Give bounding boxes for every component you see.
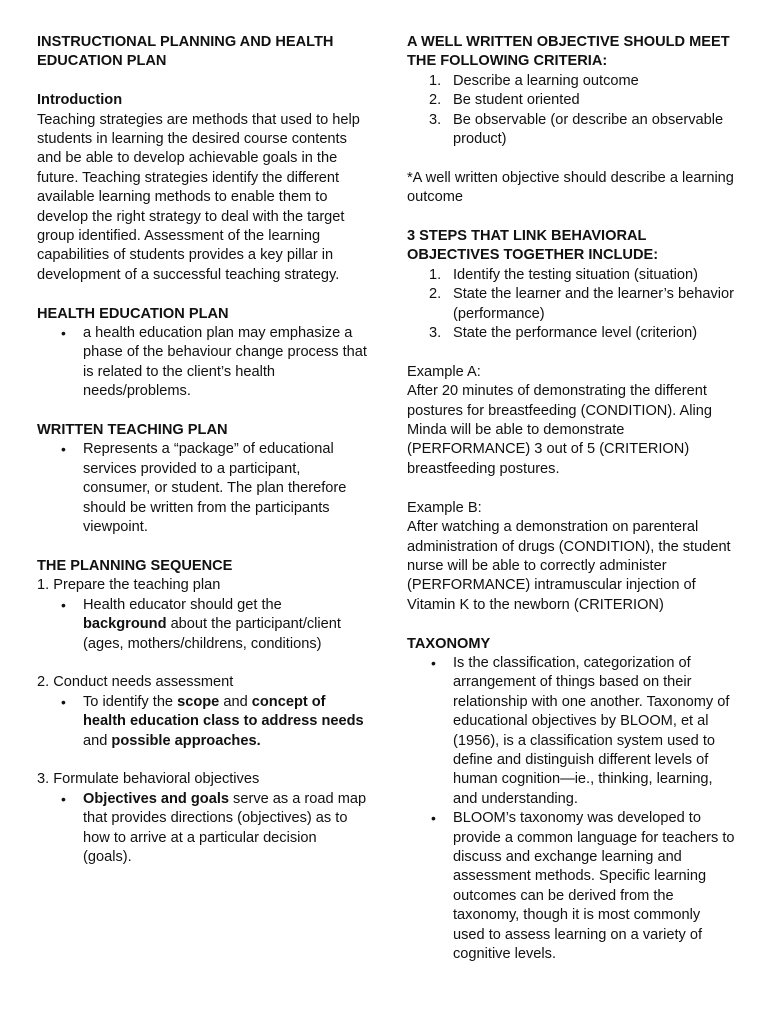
step-3-label: 3. Formulate behavioral objectives [37, 771, 260, 788]
example-b-label: Example B: [407, 499, 482, 516]
list-text: Describe a learning outcome [453, 72, 639, 89]
list-text: State the performance level (criterion) [453, 325, 698, 342]
list-item [429, 266, 735, 285]
taxonomy-list [407, 654, 735, 965]
behavioral-steps-heading: 3 STEPS THAT LINK BEHAVIORAL OBJECTIVES TOGETHER INCLUDE: [407, 228, 659, 264]
text-run: serve as a road map that provides directions (objectives) as to how to arrive at a particular decision (goals). [83, 790, 367, 865]
list-text: Identify the testing situation (situation) [453, 266, 698, 283]
list-item: • a health education plan may emphasize a phase of the behaviour change process that is related to the client’s health needs/problems. [83, 324, 367, 402]
criteria-heading: A WELL WRITTEN OBJECTIVE SHOULD MEET THE FOLLOWING CRITERIA: [407, 34, 730, 70]
step-1-list [37, 596, 367, 654]
list-item [83, 596, 367, 654]
text-run-bold: Objectives and goals [83, 790, 229, 807]
list-text: Be observable (or describe an observable product) [453, 111, 724, 148]
step-2-list [37, 693, 367, 751]
criteria-list [407, 72, 735, 150]
behavioral-steps-list [407, 266, 735, 344]
step-2-label: 2. Conduct needs assessment [37, 674, 234, 691]
example-a-label: Example A: [407, 363, 481, 380]
list-text: Be student oriented [453, 92, 580, 109]
text-run: and [83, 732, 112, 749]
text-run-bold: concept of health education class to address needs [83, 693, 364, 730]
list-item: • Represents a “package” of educational services provided to a participant, consumer, or student. The plan therefore should be written from the participants viewpoint. [83, 440, 367, 537]
list-item [429, 324, 735, 343]
introduction-heading: Introduction [37, 92, 123, 109]
list-number: 3. [429, 325, 442, 342]
list-number: 2. [429, 286, 442, 303]
planning-sequence-heading: THE PLANNING SEQUENCE [37, 557, 233, 574]
list-item [83, 693, 367, 751]
step-3-list [37, 790, 367, 868]
written-teaching-plan-heading: WRITTEN TEACHING PLAN [37, 422, 228, 439]
right-column [407, 33, 735, 964]
health-education-plan-list [37, 324, 367, 402]
step-1-label: 1. Prepare the teaching plan [37, 577, 221, 594]
text-run: about the participant/client (ages, mothers/childrens, conditions) [83, 616, 341, 652]
list-item [429, 91, 735, 110]
introduction-text: Teaching strategies are methods that used to help students in learning the desired course contents and be able to develop achievable goals in the future. Teaching strategies identify the different available learning methods to enable them to develop the right strategy to deal with the target group identified. Assessment of the learning capabilities of students provides a key pillar in development of a successful teaching strategy. [37, 111, 360, 283]
list-item [429, 111, 735, 150]
list-number: 1. [429, 266, 442, 283]
list-number: 3. [429, 111, 442, 128]
written-teaching-plan-list [37, 440, 367, 537]
list-item: • BLOOM’s taxonomy was developed to provide a common language for teachers to discuss and exchange learning and assessment methods. Specific learning outcomes can be derived from the taxonomy, though it is most commonly used to assess learning on a variety of cognitive levels. [453, 809, 735, 964]
text-run-bold: background [83, 616, 167, 633]
health-education-plan-heading: HEALTH EDUCATION PLAN [37, 305, 229, 322]
text-run-bold: possible approaches. [111, 732, 261, 749]
text-run-bold: scope [177, 693, 220, 710]
list-item [83, 790, 367, 868]
text-run: Health educator should get the [83, 596, 282, 613]
list-number: 1. [429, 72, 442, 89]
list-item [429, 285, 735, 324]
list-item [429, 72, 735, 91]
objective-note: *A well written objective should describe a learning outcome [407, 169, 734, 206]
example-b-text: After watching a demonstration on parenteral administration of drugs (CONDITION), the student nurse will be able to correctly administer (PERFORMANCE) intramuscular injection of Vitamin K to the newborn (CRITERION) [407, 519, 731, 613]
document-title: INSTRUCTIONAL PLANNING AND HEALTH EDUCATION PLAN [37, 34, 334, 70]
list-number: 2. [429, 92, 442, 109]
list-text: State the learner and the learner’s behavior (performance) [453, 286, 734, 322]
left-column [37, 33, 367, 867]
text-run: and [219, 693, 252, 710]
list-item: • Is the classification, categorization of arrangement of things based on their relationship with one another. Taxonomy of educational objectives by BLOOM, et al (1956), is a classification system used to define and distinguish different levels of human cognition—ie., thinking, learning, and understanding. [453, 654, 735, 809]
example-a-text: After 20 minutes of demonstrating the different postures for breastfeeding (CONDITION). Aling Minda will be able to demonstrate (PERFORMANCE) 3 out of 5 (CRITERION) breastfeeding postures. [407, 383, 712, 477]
text-run: To identify the [83, 693, 178, 710]
taxonomy-heading: TAXONOMY [407, 635, 491, 652]
